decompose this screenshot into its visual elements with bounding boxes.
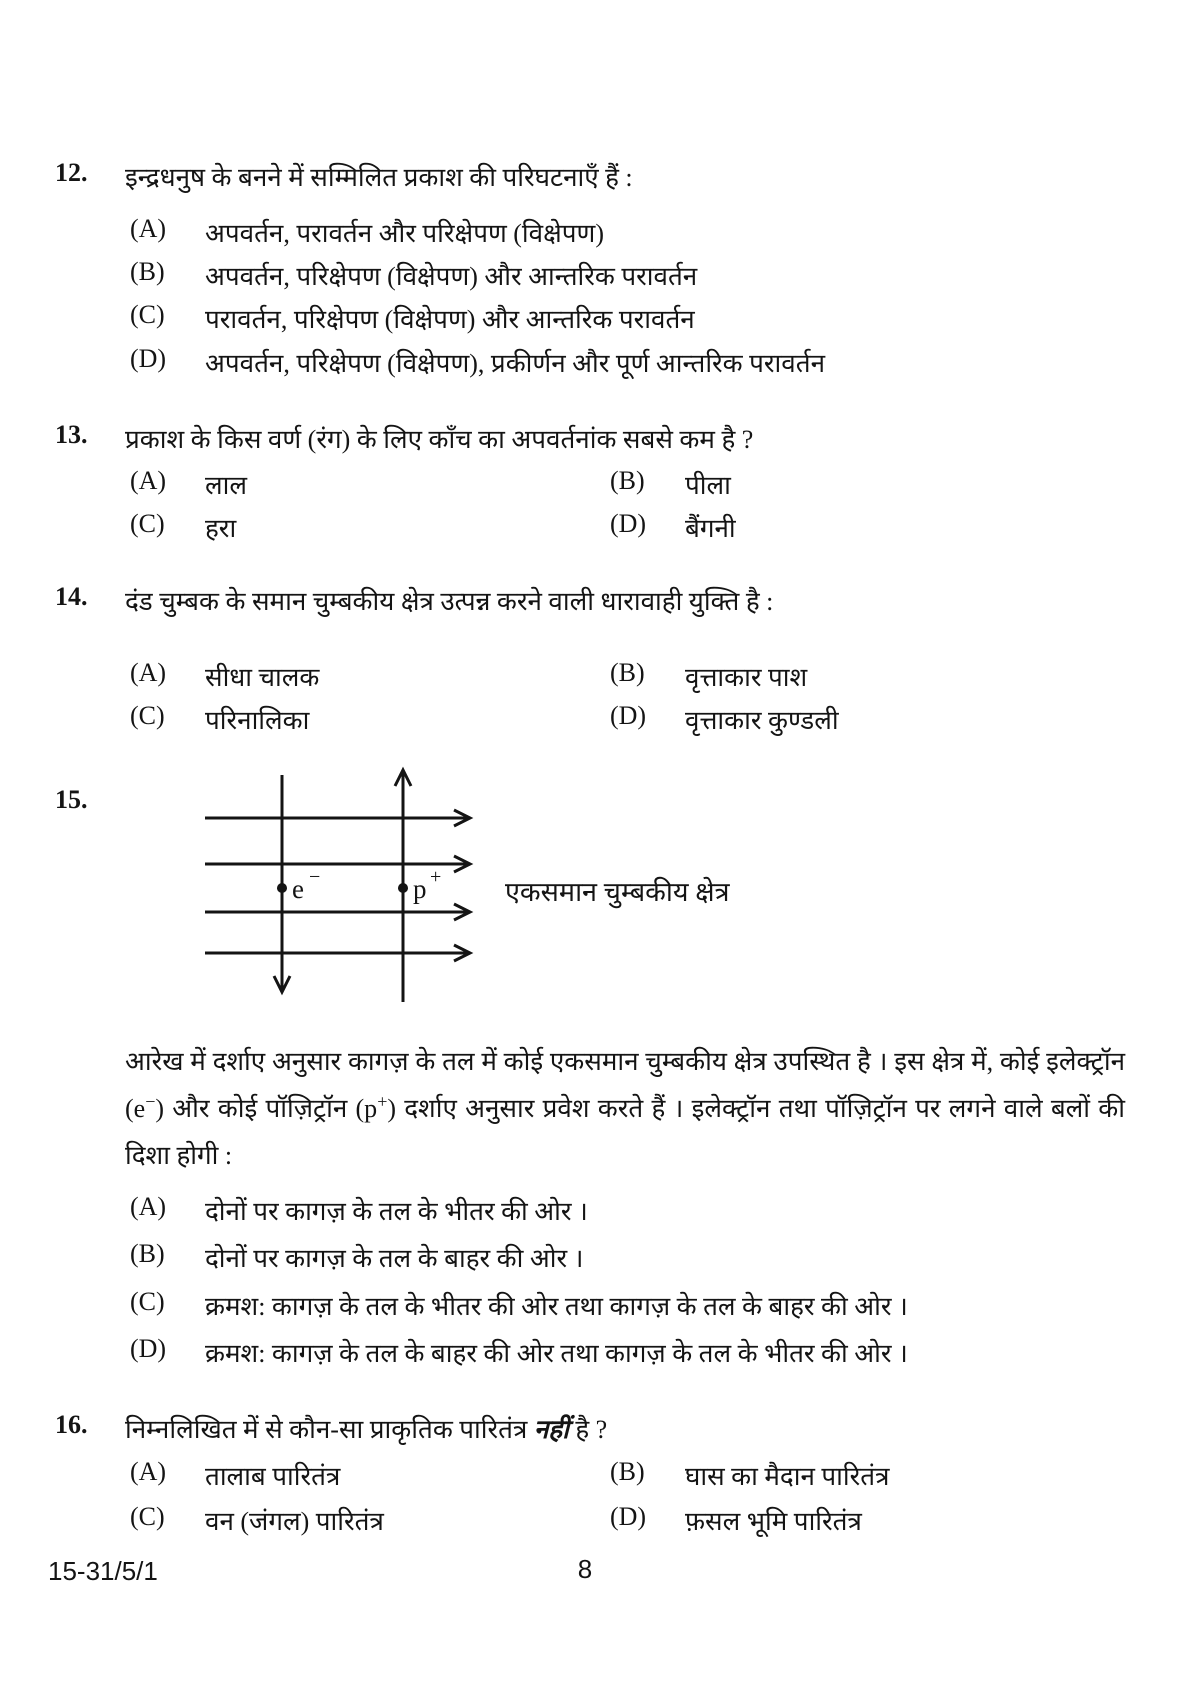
- option-text: सीधा चालक: [205, 663, 320, 692]
- option-text: क्रमश: कागज़ के तल के बाहर की ओर तथा कागज़ के तल के भीतर की ओर ।: [205, 1339, 908, 1368]
- option-label: (C): [130, 509, 165, 538]
- question-12-text: इन्द्रधनुष के बनने में सम्मिलित प्रकाश की परिघटनाएँ हैं :: [125, 163, 633, 192]
- option-label: (D): [130, 344, 167, 373]
- option-label: (B): [130, 257, 165, 286]
- option-label: (B): [130, 1239, 165, 1268]
- question-13-number: 13.: [55, 420, 88, 449]
- option-text: हरा: [205, 514, 237, 543]
- option-label: (C): [130, 1287, 165, 1316]
- option-label: (B): [610, 466, 645, 495]
- option-label: (A): [130, 214, 167, 243]
- option-text: दोनों पर कागज़ के तल के भीतर की ओर ।: [205, 1197, 588, 1226]
- option-label: (D): [610, 1502, 647, 1531]
- option-label: (A): [130, 466, 167, 495]
- positron-dot: [398, 883, 408, 893]
- option-text: पीला: [685, 471, 731, 500]
- option-label: (B): [610, 1457, 645, 1486]
- option-text: तालाब पारितंत्र: [205, 1462, 341, 1491]
- option-label: (B): [610, 658, 645, 687]
- paragraph-part: ) दर्शाए अनुसार प्रवेश करते हैं । इलेक्ट्रॉन तथा पॉज़िट्रॉन पर लगने वाले बलों की दिशा होगी :: [125, 1094, 1125, 1170]
- option-text: वृत्ताकार कुण्डली: [685, 706, 839, 735]
- option-text: परावर्तन, परिक्षेपण (विक्षेपण) और आन्तरिक परावर्तन: [205, 305, 695, 334]
- emphasized-word: नहीं: [533, 1415, 569, 1444]
- magnetic-field-diagram: [200, 762, 500, 1010]
- option-text: फ़सल भूमि पारितंत्र: [685, 1507, 862, 1536]
- option-text: दोनों पर कागज़ के तल के बाहर की ओर ।: [205, 1244, 584, 1273]
- option-label: (D): [610, 701, 647, 730]
- paragraph-part: ) और कोई पॉज़िट्रॉन (p: [155, 1094, 378, 1123]
- option-text: वन (जंगल) पारितंत्र: [205, 1507, 384, 1536]
- question-12-number: 12.: [55, 158, 88, 187]
- electron-sign: −: [309, 866, 321, 888]
- electron-superscript: −: [145, 1091, 156, 1112]
- question-14-number: 14.: [55, 582, 88, 611]
- page-number: 8: [577, 1554, 593, 1584]
- option-text: अपवर्तन, परिक्षेपण (विक्षेपण) और आन्तरिक परावर्तन: [205, 262, 698, 291]
- option-label: (D): [130, 1334, 167, 1363]
- positron-label: p: [413, 874, 427, 904]
- option-label: (A): [130, 658, 167, 687]
- option-text: क्रमश: कागज़ के तल के भीतर की ओर तथा कागज़ के तल के बाहर की ओर ।: [205, 1292, 908, 1321]
- paper-code: 15-31/5/1: [48, 1556, 158, 1586]
- question-15-number: 15.: [55, 785, 88, 814]
- option-label: (C): [130, 300, 165, 329]
- paragraph-part: आरेख में दर्शाए अनुसार कागज़ के तल में कोई एकसमान चुम्बकीय क्षेत्र उपस्थित है । इस क्षेत्र में, कोई इलेक्ट्रॉन (e: [125, 1047, 1125, 1123]
- option-label: (D): [610, 509, 647, 538]
- uniform-field-label: एकसमान चुम्बकीय क्षेत्र: [505, 877, 730, 907]
- option-label: (C): [130, 701, 165, 730]
- electron-dot: [277, 883, 287, 893]
- option-text: वृत्ताकार पाश: [685, 663, 808, 692]
- question-16-text: [125, 1410, 607, 1446]
- positron-sign: +: [430, 866, 442, 888]
- option-text: अपवर्तन, परावर्तन और परिक्षेपण (विक्षेपण): [205, 219, 604, 248]
- question-text-part: निम्नलिखित में से कौन-सा प्राकृतिक पारितंत्र: [125, 1415, 534, 1444]
- electron-label: e: [292, 874, 304, 904]
- question-14-text: दंड चुम्बक के समान चुम्बकीय क्षेत्र उत्पन्न करने वाली धारावाही युक्ति है :: [125, 587, 774, 616]
- option-text: घास का मैदान पारितंत्र: [685, 1462, 890, 1491]
- question-text-part: है ?: [568, 1415, 608, 1444]
- option-text: बैंगनी: [685, 514, 736, 543]
- option-label: (A): [130, 1457, 167, 1486]
- option-label: (C): [130, 1502, 165, 1531]
- positron-superscript: +: [377, 1091, 388, 1112]
- option-text: अपवर्तन, परिक्षेपण (विक्षेपण), प्रकीर्णन और पूर्ण आन्तरिक परावर्तन: [205, 349, 825, 378]
- option-text: लाल: [205, 471, 247, 500]
- option-text: परिनालिका: [205, 706, 310, 735]
- question-15-paragraph: [125, 1038, 1125, 1179]
- question-13-text: प्रकाश के किस वर्ण (रंग) के लिए काँच का अपवर्तनांक सबसे कम है ?: [125, 425, 754, 454]
- question-16-number: 16.: [55, 1410, 88, 1439]
- option-label: (A): [130, 1192, 167, 1221]
